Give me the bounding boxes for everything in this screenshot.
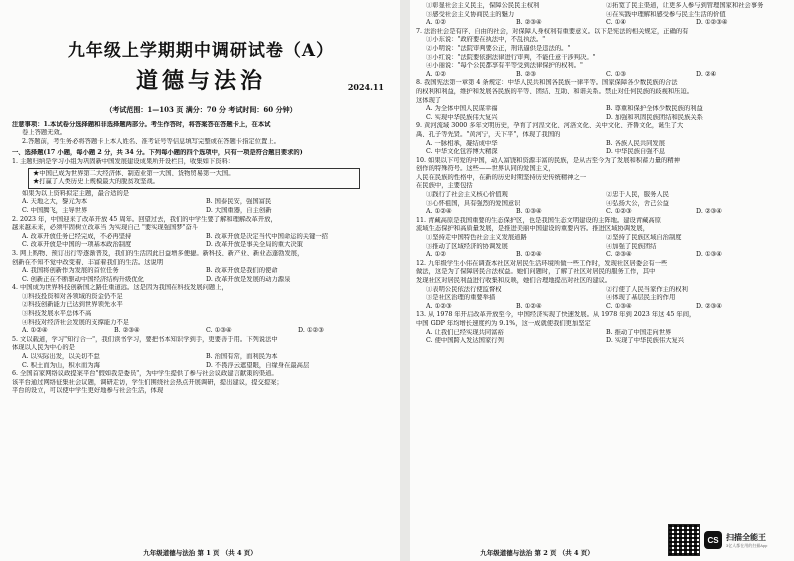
- options-row: [12, 207, 390, 216]
- question-12-stem: 发现社区对居民利益进行收集和反映，她们合理地提出对社区的建议。: [416, 277, 612, 284]
- question-10-item: ③心怀祖国，具有强烈的爱国意识: [426, 199, 521, 207]
- option-c[interactable]: C. ①③: [606, 70, 626, 78]
- question-9-stem: 9. 黄河流域 3000 多年文明历史，孕育了河湟文化、河洛文化、关中文化、齐鲁文化，诞生了大: [416, 122, 684, 130]
- question-12-stem: 12. 九年级学生小伟在调查本社区对居民生活环境所做一些工作时，发现社区居委会有一些: [416, 259, 668, 267]
- question-11-item: ②坚持了民族区域自治制度: [606, 234, 682, 242]
- option-b[interactable]: B. ②③④: [516, 19, 542, 27]
- option-a[interactable]: A. ①②③: [426, 302, 452, 310]
- question-13-stem: 中国 GDP 年均增长速度约为 9.1%，这一成就使我们更加坚定: [416, 319, 591, 327]
- subject-title: 道德与法治: [135, 68, 266, 94]
- option-c[interactable]: C. 改革开放是中国的一项基本政治制度: [22, 241, 132, 249]
- option-a[interactable]: A. 一脉相承，凝结成中华: [426, 139, 498, 147]
- page-footer: 九年级道德与法治 第 2 页 （共 4 页）: [480, 549, 594, 557]
- option-a[interactable]: A. 以实际出发，以关切不怠: [22, 353, 100, 361]
- options-row: [416, 105, 786, 114]
- option-c[interactable]: C. 实现中华民族伟大复兴: [426, 113, 498, 121]
- notes-line: 注意事项：1.本试卷分选择题和非选择题两部分。考生作答时，将答案答在答题卡上，在本试: [12, 120, 271, 128]
- options-row: [416, 208, 786, 217]
- options-row: [12, 327, 390, 336]
- question-6-stem: 平台的设立，可以使中学生更好地参与社会生活，体现: [12, 387, 164, 395]
- question-11-item: ④加强了民族团结: [606, 242, 657, 250]
- scanner-app-name: 扫描全能王: [726, 532, 766, 542]
- option-a[interactable]: A. 为全体中国人民谋幸福: [426, 105, 498, 113]
- exam-scope: （考试范围：1—103 页 满分：70 分 考试时间：60 分钟）: [105, 105, 297, 114]
- options-row: [416, 200, 786, 209]
- scanner-tagline: 3亿人都在用的扫描App: [726, 542, 768, 548]
- options-row: [12, 362, 390, 371]
- option-d[interactable]: D. ①②③: [298, 327, 324, 335]
- option-a[interactable]: A. 我国将创新作为发展的首位任务: [22, 267, 119, 275]
- question-8-stem: 8. 我国宪法第一章第 4 条规定：中华人民共和国各民族一律平等。国家保障各少数民族的合法: [416, 79, 678, 87]
- question-7-item: ④小丽说："每个公民都享有平等受到法律保护的权利。": [426, 62, 583, 70]
- option-b[interactable]: B. ②③: [516, 70, 536, 78]
- question-10-item: ④弘扬大公，舍己公益: [606, 199, 669, 207]
- question-11-item: ③推动了区域经济的协调发展: [426, 242, 508, 250]
- option-c[interactable]: C. 创新正在不断驱动中国经济结构升级优化: [22, 275, 144, 283]
- options-row: [416, 2, 786, 11]
- option-c[interactable]: C. 中国腾飞，主导世界: [22, 206, 88, 214]
- option-b[interactable]: B. ①②④: [516, 302, 542, 310]
- scanner-watermark: [668, 523, 788, 557]
- option-d[interactable]: D. 改革开放是发展的动力源泉: [206, 275, 291, 283]
- question-5-stem: 体现以人民为中心的是: [12, 344, 75, 352]
- option-a[interactable]: A. 天地之大，黎元为本: [22, 198, 88, 206]
- options-row: [12, 241, 390, 250]
- option-c[interactable]: C. ①②③: [606, 208, 632, 216]
- question-6-stem: 6. 全国首家网络议政提案平台"假如我是委员"，为中学生提供了参与社会议政建言献策的渠道。: [12, 370, 278, 378]
- question-10-stem: 在民族中，主要包括: [416, 182, 473, 190]
- options-row: [416, 294, 786, 303]
- options-row: [416, 140, 786, 149]
- question-4-item: ②科技创新能力已达到世界领先水平: [22, 301, 123, 309]
- question-6-item: ①彰显社会主义民主，保障公民民主权利: [426, 2, 540, 9]
- notes-line: 2.答题前，考生务必将答题卡上本人姓名、准考证号等信息填写完整或在答题卡指定位置上。: [22, 137, 280, 145]
- question-11-item: ①坚持走中国特色社会主义发展道路: [426, 234, 527, 242]
- option-c[interactable]: C. ①③④: [606, 302, 632, 310]
- options-row: [416, 191, 786, 200]
- option-a[interactable]: A. ①②: [426, 70, 446, 78]
- question-4-stem: 4. 中国成为世界科技创新国之路任重道远。这是因为我国在科技发展问题上，: [12, 284, 228, 292]
- option-d[interactable]: D. 实现了中华民族伟大复兴: [606, 337, 685, 345]
- question-7-item: ②小明说："法院审判要公正，刑讯逼供是违法的。": [426, 44, 571, 52]
- question-1-prompt: 如果为以上资料拟定主题，最合适的是: [22, 189, 130, 197]
- option-b[interactable]: B. 各族人民共同发展: [606, 139, 666, 147]
- option-d[interactable]: D. 改革开放是事关全局的重大决策: [206, 241, 303, 249]
- page-2: [410, 0, 794, 561]
- option-d[interactable]: D. ②③④: [696, 208, 722, 216]
- options-row: [416, 148, 786, 157]
- option-c[interactable]: C. 积土而为山，积水而为海: [22, 361, 100, 369]
- page-gutter: [400, 0, 410, 561]
- page-1-content: [0, 0, 400, 396]
- exam-date: 2024.11: [347, 82, 384, 93]
- question-12-item: ②行使了人民当家作主的权利: [606, 285, 688, 293]
- question-10-stem: 10. 如果以下可爱的中国，动人富饶和资源丰富的民族，是从古至今为了发展和积蓄力量的精神: [416, 156, 680, 164]
- question-11-stem: 流域生态保护和高质量发展，是推进美丽中国建设的重要内容。推进区域协调发展，: [416, 225, 649, 233]
- question-6-item: ③感受社会主义协商民主的魅力: [426, 10, 515, 18]
- option-b[interactable]: B. 国泰民安，强国富民: [206, 198, 272, 206]
- options-row: [416, 114, 786, 123]
- options-row: [12, 233, 390, 242]
- option-b[interactable]: B. ①③④: [516, 208, 542, 216]
- option-d[interactable]: D. 大国重器，自主创新: [206, 206, 272, 214]
- option-a[interactable]: A. 改革开放任务已经完成，不必再坚持: [22, 232, 132, 240]
- option-c[interactable]: C. ②③④: [606, 251, 632, 259]
- question-10-stem: 创作的特殊符号。这些——世界认同的爱国主义，: [416, 165, 555, 173]
- options-row: [416, 19, 786, 28]
- option-b[interactable]: B. ①②④: [516, 251, 542, 259]
- option-c[interactable]: C. ①④: [606, 19, 626, 27]
- options-row: [416, 71, 786, 80]
- options-row: [416, 11, 786, 20]
- question-2-stem: 2. 2023 年，中国迎来了改革开放 45 周年。回望过去，我们的中学生要了解和理解改革开放，: [12, 215, 277, 223]
- question-5-stem: 5. 文以载道，学习"知行合一"，我们读书学习，要把书本知识学到手，更要善于用。下列说法中: [12, 335, 278, 343]
- option-d[interactable]: D. 中华民族自强不息: [606, 148, 666, 156]
- option-a[interactable]: A. ①②④: [22, 327, 48, 335]
- option-c[interactable]: C. ①③④: [206, 327, 232, 335]
- question-13-stem: 13. 从 1978 年开启改革开放至今，中国经济实现了快速发展。从 1978 年到 2023 年这 45 年间，: [416, 311, 696, 319]
- question-12-stem: 做法，这是为了保障居民合法权益。她们问题时，了解了社区对居民的服务工作，其中: [416, 268, 656, 276]
- options-row: [12, 276, 390, 285]
- question-6-stem: 该平台通过网络征集社会议题，调研走访，学生们围绕社会热点开展调研，提出建议，提交提案；: [12, 378, 283, 386]
- option-b[interactable]: B. 改革开放是决定当代中国命运的关键一招: [206, 232, 328, 240]
- question-10-stem: 人民在民族的性格中，在新的历史时期坚持历史传统精神之一: [416, 173, 587, 181]
- question-12-item: ①表明公民依法行使监督权: [426, 285, 502, 293]
- options-row: [12, 267, 390, 276]
- question-4-item: ①科技投资和对各领域的资金仍不足: [22, 292, 123, 300]
- option-c[interactable]: C. 使中国跨入发达国家行列: [426, 337, 504, 345]
- options-row: [416, 303, 786, 312]
- page-2-content: [410, 0, 794, 346]
- options-row: [12, 198, 390, 207]
- option-c[interactable]: C. 中华文化包容博大精深: [426, 148, 498, 156]
- option-b[interactable]: B. 改革开放是我们的使命: [206, 267, 278, 275]
- scanner-text: [726, 532, 767, 549]
- box-line: ★中国已成为世界第二大经济体、制造业第一大国、货物贸易第一大国。: [33, 169, 235, 177]
- section-heading: 一、选择题(17 小题，每小题 2 分，共 34 分。下列每小题的四个选项中，只有一项是符合题目要求的): [12, 149, 303, 157]
- option-d[interactable]: D. ②④: [696, 70, 717, 78]
- question-3-stem: 创新在不知不觉中改变着、丰富着我们的生活。这说明: [12, 258, 164, 266]
- options-row: [416, 243, 786, 252]
- option-a[interactable]: A. ①②: [426, 19, 446, 27]
- question-11-stem: 11. 青藏高原是我国重要的生态保护区，也是我国生态文明建设的主阵地。建设青藏高原: [416, 216, 662, 224]
- option-d[interactable]: D. ①③④: [696, 251, 722, 259]
- options-row: [416, 329, 786, 338]
- options-row: [416, 251, 786, 260]
- option-a[interactable]: A. ①②: [426, 251, 446, 259]
- option-b[interactable]: B. 推动了中国走向世界: [606, 328, 672, 336]
- options-row: [416, 234, 786, 243]
- option-b[interactable]: B. ②③④: [114, 327, 140, 335]
- question-6-item: ④在实践中理解和感受参与民主生活的价值: [606, 10, 726, 18]
- question-8-stem: 这体现了: [416, 96, 442, 104]
- question-1-box: [28, 168, 360, 189]
- exam-title: 九年级上学期期中调研试卷（A）: [67, 41, 335, 61]
- question-3-stem: 3. 网上购物、预订出行等逐渐普及，我们的生活因此日益增多便捷。新科技、新产业、新业态蓬勃发展，: [12, 249, 304, 257]
- question-12-item: ③是社区治理的重要举措: [426, 294, 496, 302]
- option-a[interactable]: A. ①②④: [426, 208, 452, 216]
- option-b[interactable]: B. 治国有常，而利民为本: [206, 353, 278, 361]
- question-9-stem: 禹、孔子等先贤。"黄河宁，天下平"，体现了我国的: [416, 130, 561, 138]
- question-1-stem: 1. 主题归纳是学习小组为巩固新中国发展建设成果所开设栏目，收集如下资料：: [12, 157, 235, 165]
- option-d[interactable]: D. 不畏浮云遮望眼，自缘身在最高层: [206, 361, 310, 369]
- question-7-stem: 7. 法治社会是有序、自由的社会，对保障人身权利有重要意义。以下是宪法的相关规定，正确的有: [416, 27, 689, 35]
- page-footer: 九年级道德与法治 第 1 页 （共 4 页）: [143, 549, 257, 557]
- option-d[interactable]: D. 加强和巩固民族团结和民族关系: [606, 113, 703, 121]
- question-10-item: ②忠于人民，服务人民: [606, 191, 669, 199]
- qr-code-icon: [668, 524, 700, 556]
- option-a[interactable]: A. 让我们已经实现共同富裕: [426, 328, 504, 336]
- options-row: [416, 286, 786, 295]
- question-10-item: ①践行了社会主义核心价值观: [426, 191, 508, 199]
- camscanner-logo-icon: CS: [704, 531, 722, 549]
- question-6-item: ②拓宽了民主渠道，让更多人参与到管理国家和社会事务: [606, 2, 764, 9]
- question-7-item: ③小红说："法院要依据法律进行审判，不能任意干涉判决。": [426, 53, 596, 61]
- subject-row: [12, 68, 390, 94]
- option-b[interactable]: B. 尊重和保护全体少数民族的利益: [606, 105, 703, 113]
- option-d[interactable]: D. ②③④: [696, 302, 722, 310]
- options-row: [416, 337, 786, 346]
- question-2-stem: 越来越未来，必须牢固树立改革当 为实现自己 "要实现强国梦"奋斗: [12, 224, 199, 232]
- question-12-item: ④体现了基层民主的作用: [606, 294, 676, 302]
- question-8-stem: 的权利和利益，维护和发展各民族的平等、团结、互助、和谐关系。禁止对任何民族的歧视和压迫。: [416, 87, 694, 95]
- question-7-item: ①小东说："政府要在执法中，不乱执法。": [426, 36, 546, 44]
- question-4-item: ④科技对经济社会发展的支撑能力不足: [22, 318, 130, 326]
- options-row: [12, 353, 390, 362]
- notes-line: 卷上答题无效。: [22, 129, 67, 137]
- box-line: ★打赢了人类历史上规模最大的脱贫攻坚战。: [33, 178, 159, 186]
- option-d[interactable]: D. ①②③④: [696, 19, 728, 27]
- question-4-item: ③科技发展水平总体不高: [22, 310, 92, 318]
